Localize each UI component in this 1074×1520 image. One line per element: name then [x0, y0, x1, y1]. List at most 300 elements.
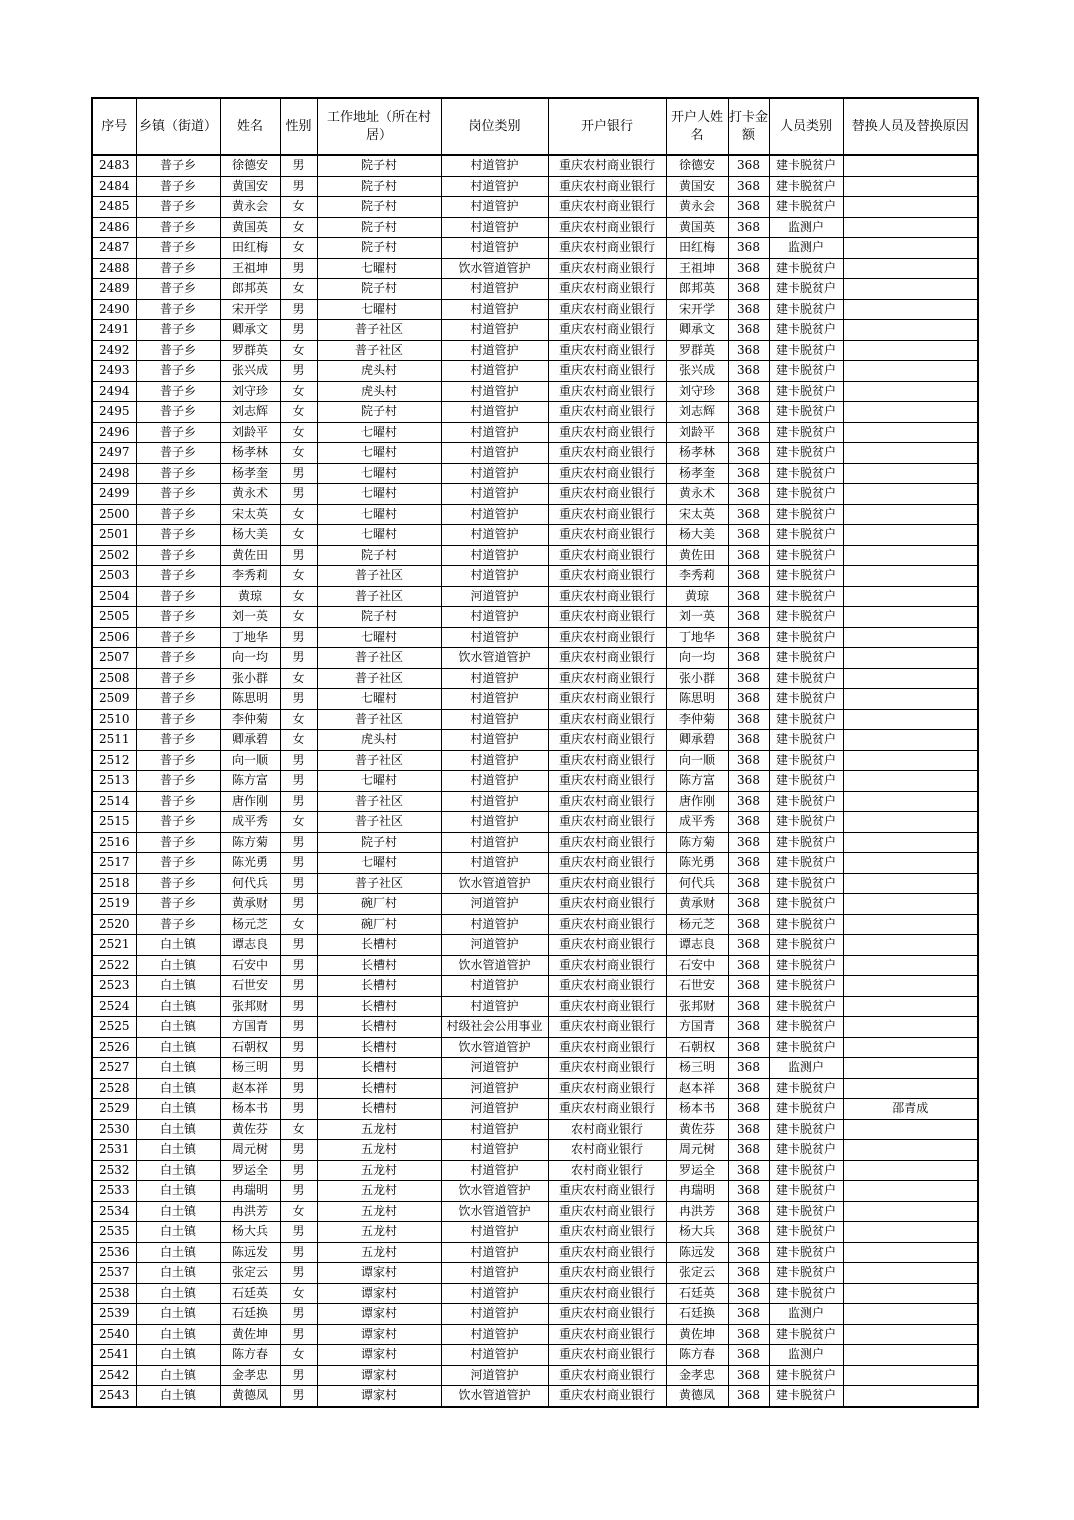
table-row: [92, 1037, 978, 1058]
name-cell: 刘一英: [220, 607, 280, 628]
gender-cell: 男: [280, 463, 317, 484]
index-cell: 2530: [92, 1119, 136, 1140]
job-type-cell: 村道管护: [441, 750, 548, 771]
person-type-cell: 监测户: [769, 238, 843, 259]
account-holder-cell: 徐德安: [666, 155, 728, 176]
address-cell: 七曜村: [317, 463, 441, 484]
name-cell: 刘志辉: [220, 402, 280, 423]
bank-cell: 重庆农村商业银行: [548, 238, 666, 259]
index-cell: 2497: [92, 443, 136, 464]
bank-cell: 重庆农村商业银行: [548, 709, 666, 730]
address-cell: 七曜村: [317, 504, 441, 525]
address-cell: 院子村: [317, 545, 441, 566]
bank-cell: 重庆农村商业银行: [548, 1222, 666, 1243]
amount-cell: 368: [728, 566, 769, 587]
replacement-cell: [843, 422, 978, 443]
index-cell: 2485: [92, 197, 136, 218]
name-cell: 张定云: [220, 1263, 280, 1284]
job-type-cell: 村道管护: [441, 1324, 548, 1345]
table-row: [92, 894, 978, 915]
index-cell: 2486: [92, 217, 136, 238]
address-cell: 普子社区: [317, 750, 441, 771]
township-cell: 白土镇: [136, 1242, 220, 1263]
job-type-cell: 村道管护: [441, 504, 548, 525]
index-cell: 2511: [92, 730, 136, 751]
index-cell: 2508: [92, 668, 136, 689]
table-row: [92, 504, 978, 525]
replacement-cell: [843, 566, 978, 587]
index-cell: 2506: [92, 627, 136, 648]
job-type-cell: 饮水管道管护: [441, 873, 548, 894]
replacement-cell: [843, 1078, 978, 1099]
gender-cell: 男: [280, 1160, 317, 1181]
amount-cell: 368: [728, 320, 769, 341]
name-cell: 陈方菊: [220, 832, 280, 853]
job-type-cell: 村道管护: [441, 853, 548, 874]
bank-cell: 重庆农村商业银行: [548, 545, 666, 566]
person-type-cell: 建卡脱贫户: [769, 1017, 843, 1038]
replacement-cell: [843, 668, 978, 689]
bank-cell: 重庆农村商业银行: [548, 279, 666, 300]
amount-cell: 368: [728, 1201, 769, 1222]
bank-cell: 重庆农村商业银行: [548, 955, 666, 976]
table-row: [92, 750, 978, 771]
replacement-cell: [843, 279, 978, 300]
table-row: [92, 914, 978, 935]
col-header-job-type: 岗位类别: [441, 98, 548, 155]
table-row: [92, 627, 978, 648]
account-holder-cell: 卿承碧: [666, 730, 728, 751]
table-row: [92, 586, 978, 607]
gender-cell: 男: [280, 1365, 317, 1386]
person-type-cell: 建卡脱贫户: [769, 258, 843, 279]
address-cell: 谭家村: [317, 1386, 441, 1407]
table-row: [92, 258, 978, 279]
bank-cell: 重庆农村商业银行: [548, 1242, 666, 1263]
amount-cell: 368: [728, 463, 769, 484]
name-cell: 成平秀: [220, 812, 280, 833]
person-type-cell: 建卡脱贫户: [769, 1078, 843, 1099]
address-cell: 五龙村: [317, 1222, 441, 1243]
person-type-cell: 建卡脱贫户: [769, 1263, 843, 1284]
index-cell: 2490: [92, 299, 136, 320]
table-row: [92, 1140, 978, 1161]
account-holder-cell: 宋太英: [666, 504, 728, 525]
account-holder-cell: 张小群: [666, 668, 728, 689]
table-row: [92, 299, 978, 320]
township-cell: 白土镇: [136, 955, 220, 976]
name-cell: 刘守珍: [220, 381, 280, 402]
name-cell: 向一均: [220, 648, 280, 669]
account-holder-cell: 罗运全: [666, 1160, 728, 1181]
name-cell: 黄琼: [220, 586, 280, 607]
index-cell: 2500: [92, 504, 136, 525]
township-cell: 普子乡: [136, 566, 220, 587]
account-holder-cell: 周元树: [666, 1140, 728, 1161]
index-cell: 2529: [92, 1099, 136, 1120]
address-cell: 七曜村: [317, 627, 441, 648]
address-cell: 长槽村: [317, 976, 441, 997]
job-type-cell: 村道管护: [441, 1263, 548, 1284]
amount-cell: 368: [728, 176, 769, 197]
gender-cell: 男: [280, 1017, 317, 1038]
address-cell: 碗厂村: [317, 894, 441, 915]
amount-cell: 368: [728, 402, 769, 423]
job-type-cell: 饮水管道管护: [441, 955, 548, 976]
index-cell: 2520: [92, 914, 136, 935]
index-cell: 2540: [92, 1324, 136, 1345]
job-type-cell: 村道管护: [441, 730, 548, 751]
gender-cell: 男: [280, 771, 317, 792]
bank-cell: 重庆农村商业银行: [548, 730, 666, 751]
job-type-cell: 村道管护: [441, 668, 548, 689]
job-type-cell: 村道管护: [441, 914, 548, 935]
gender-cell: 男: [280, 176, 317, 197]
job-type-cell: 村道管护: [441, 422, 548, 443]
bank-cell: 重庆农村商业银行: [548, 361, 666, 382]
gender-cell: 男: [280, 648, 317, 669]
township-cell: 白土镇: [136, 1140, 220, 1161]
table-header-row: [92, 98, 978, 155]
amount-cell: 368: [728, 853, 769, 874]
replacement-cell: [843, 361, 978, 382]
name-cell: 黄永术: [220, 484, 280, 505]
amount-cell: 368: [728, 1222, 769, 1243]
index-cell: 2543: [92, 1386, 136, 1407]
gender-cell: 女: [280, 238, 317, 259]
job-type-cell: 村道管护: [441, 689, 548, 710]
address-cell: 七曜村: [317, 853, 441, 874]
replacement-cell: [843, 1263, 978, 1284]
amount-cell: 368: [728, 1283, 769, 1304]
name-cell: 罗运全: [220, 1160, 280, 1181]
bank-cell: 重庆农村商业银行: [548, 832, 666, 853]
replacement-cell: [843, 935, 978, 956]
amount-cell: 368: [728, 1037, 769, 1058]
account-holder-cell: 陈光勇: [666, 853, 728, 874]
table-row: [92, 976, 978, 997]
address-cell: 普子社区: [317, 340, 441, 361]
person-type-cell: 建卡脱贫户: [769, 155, 843, 176]
replacement-cell: [843, 791, 978, 812]
gender-cell: 男: [280, 832, 317, 853]
account-holder-cell: 黄国英: [666, 217, 728, 238]
index-cell: 2489: [92, 279, 136, 300]
job-type-cell: 村道管护: [441, 607, 548, 628]
table-row: [92, 176, 978, 197]
table-row: [92, 709, 978, 730]
person-type-cell: 建卡脱贫户: [769, 545, 843, 566]
job-type-cell: 村道管护: [441, 340, 548, 361]
account-holder-cell: 卿承文: [666, 320, 728, 341]
account-holder-cell: 李仲菊: [666, 709, 728, 730]
bank-cell: 重庆农村商业银行: [548, 1017, 666, 1038]
name-cell: 陈方春: [220, 1345, 280, 1366]
index-cell: 2491: [92, 320, 136, 341]
replacement-cell: [843, 1304, 978, 1325]
account-holder-cell: 石朝权: [666, 1037, 728, 1058]
gender-cell: 男: [280, 1263, 317, 1284]
bank-cell: 重庆农村商业银行: [548, 484, 666, 505]
township-cell: 普子乡: [136, 853, 220, 874]
amount-cell: 368: [728, 668, 769, 689]
person-type-cell: 建卡脱贫户: [769, 1283, 843, 1304]
person-type-cell: 建卡脱贫户: [769, 730, 843, 751]
address-cell: 长槽村: [317, 996, 441, 1017]
gender-cell: 女: [280, 504, 317, 525]
person-type-cell: 监测户: [769, 1304, 843, 1325]
amount-cell: 368: [728, 1242, 769, 1263]
job-type-cell: 村道管护: [441, 976, 548, 997]
gender-cell: 男: [280, 689, 317, 710]
job-type-cell: 河道管护: [441, 894, 548, 915]
gender-cell: 女: [280, 566, 317, 587]
gender-cell: 男: [280, 258, 317, 279]
replacement-cell: [843, 1386, 978, 1407]
gender-cell: 女: [280, 607, 317, 628]
bank-cell: 重庆农村商业银行: [548, 381, 666, 402]
replacement-cell: [843, 853, 978, 874]
job-type-cell: 村道管护: [441, 217, 548, 238]
account-holder-cell: 丁地华: [666, 627, 728, 648]
replacement-cell: [843, 1345, 978, 1366]
amount-cell: 368: [728, 545, 769, 566]
gender-cell: 男: [280, 1037, 317, 1058]
name-cell: 黄永会: [220, 197, 280, 218]
account-holder-cell: 向一均: [666, 648, 728, 669]
address-cell: 五龙村: [317, 1119, 441, 1140]
township-cell: 普子乡: [136, 299, 220, 320]
amount-cell: 368: [728, 1017, 769, 1038]
job-type-cell: 村道管护: [441, 1345, 548, 1366]
person-type-cell: 建卡脱贫户: [769, 1222, 843, 1243]
col-header-name: 姓名: [220, 98, 280, 155]
person-type-cell: 建卡脱贫户: [769, 197, 843, 218]
bank-cell: 农村商业银行: [548, 1160, 666, 1181]
table-row: [92, 525, 978, 546]
township-cell: 白土镇: [136, 1345, 220, 1366]
bank-cell: 重庆农村商业银行: [548, 1099, 666, 1120]
township-cell: 普子乡: [136, 443, 220, 464]
job-type-cell: 村道管护: [441, 197, 548, 218]
account-holder-cell: 刘志辉: [666, 402, 728, 423]
account-holder-cell: 赵本祥: [666, 1078, 728, 1099]
address-cell: 普子社区: [317, 320, 441, 341]
index-cell: 2518: [92, 873, 136, 894]
township-cell: 白土镇: [136, 996, 220, 1017]
table-body: [92, 155, 978, 1407]
person-type-cell: 建卡脱贫户: [769, 1119, 843, 1140]
job-type-cell: 村道管护: [441, 996, 548, 1017]
table-row: [92, 935, 978, 956]
bank-cell: 重庆农村商业银行: [548, 1283, 666, 1304]
gender-cell: 女: [280, 525, 317, 546]
name-cell: 石朝权: [220, 1037, 280, 1058]
index-cell: 2535: [92, 1222, 136, 1243]
account-holder-cell: 张兴成: [666, 361, 728, 382]
amount-cell: 368: [728, 1304, 769, 1325]
name-cell: 刘龄平: [220, 422, 280, 443]
address-cell: 普子社区: [317, 812, 441, 833]
index-cell: 2521: [92, 935, 136, 956]
bank-cell: 重庆农村商业银行: [548, 463, 666, 484]
gender-cell: 男: [280, 1140, 317, 1161]
account-holder-cell: 黄永会: [666, 197, 728, 218]
address-cell: 虎头村: [317, 730, 441, 751]
person-type-cell: 建卡脱贫户: [769, 935, 843, 956]
amount-cell: 368: [728, 750, 769, 771]
township-cell: 普子乡: [136, 586, 220, 607]
table-row: [92, 996, 978, 1017]
address-cell: 普子社区: [317, 648, 441, 669]
replacement-cell: [843, 443, 978, 464]
replacement-cell: [843, 402, 978, 423]
bank-cell: 重庆农村商业银行: [548, 627, 666, 648]
amount-cell: 368: [728, 258, 769, 279]
address-cell: 院子村: [317, 279, 441, 300]
township-cell: 白土镇: [136, 1365, 220, 1386]
address-cell: 院子村: [317, 402, 441, 423]
bank-cell: 重庆农村商业银行: [548, 586, 666, 607]
replacement-cell: [843, 812, 978, 833]
address-cell: 谭家村: [317, 1304, 441, 1325]
address-cell: 院子村: [317, 238, 441, 259]
township-cell: 普子乡: [136, 320, 220, 341]
gender-cell: 男: [280, 935, 317, 956]
township-cell: 白土镇: [136, 1283, 220, 1304]
gender-cell: 女: [280, 217, 317, 238]
account-holder-cell: 石廷换: [666, 1304, 728, 1325]
replacement-cell: [843, 1119, 978, 1140]
gender-cell: 女: [280, 443, 317, 464]
amount-cell: 368: [728, 873, 769, 894]
address-cell: 院子村: [317, 217, 441, 238]
name-cell: 石廷英: [220, 1283, 280, 1304]
account-holder-cell: 向一顺: [666, 750, 728, 771]
amount-cell: 368: [728, 812, 769, 833]
bank-cell: 重庆农村商业银行: [548, 402, 666, 423]
table-row: [92, 730, 978, 751]
person-type-cell: 建卡脱贫户: [769, 812, 843, 833]
account-holder-cell: 杨孝林: [666, 443, 728, 464]
col-header-township: 乡镇（街道）: [136, 98, 220, 155]
index-cell: 2533: [92, 1181, 136, 1202]
person-type-cell: 建卡脱贫户: [769, 1324, 843, 1345]
table-row: [92, 1304, 978, 1325]
bank-cell: 重庆农村商业银行: [548, 750, 666, 771]
address-cell: 七曜村: [317, 443, 441, 464]
township-cell: 普子乡: [136, 914, 220, 935]
replacement-cell: [843, 299, 978, 320]
name-cell: 杨孝奎: [220, 463, 280, 484]
address-cell: 五龙村: [317, 1160, 441, 1181]
account-holder-cell: 黄佐田: [666, 545, 728, 566]
index-cell: 2542: [92, 1365, 136, 1386]
name-cell: 陈方富: [220, 771, 280, 792]
gender-cell: 男: [280, 1304, 317, 1325]
replacement-cell: [843, 955, 978, 976]
amount-cell: 368: [728, 1078, 769, 1099]
address-cell: 七曜村: [317, 484, 441, 505]
job-type-cell: 河道管护: [441, 935, 548, 956]
replacement-cell: [843, 1140, 978, 1161]
township-cell: 白土镇: [136, 1263, 220, 1284]
township-cell: 白土镇: [136, 1099, 220, 1120]
job-type-cell: 村道管护: [441, 771, 548, 792]
township-cell: 白土镇: [136, 1201, 220, 1222]
gender-cell: 女: [280, 709, 317, 730]
amount-cell: 368: [728, 1140, 769, 1161]
person-type-cell: 建卡脱贫户: [769, 689, 843, 710]
person-type-cell: 建卡脱贫户: [769, 750, 843, 771]
gender-cell: 女: [280, 1201, 317, 1222]
gender-cell: 女: [280, 1283, 317, 1304]
person-type-cell: 建卡脱贫户: [769, 340, 843, 361]
township-cell: 白土镇: [136, 935, 220, 956]
person-type-cell: 建卡脱贫户: [769, 1242, 843, 1263]
address-cell: 院子村: [317, 832, 441, 853]
address-cell: 院子村: [317, 197, 441, 218]
replacement-cell: [843, 627, 978, 648]
index-cell: 2527: [92, 1058, 136, 1079]
township-cell: 普子乡: [136, 361, 220, 382]
bank-cell: 重庆农村商业银行: [548, 1058, 666, 1079]
name-cell: 田红梅: [220, 238, 280, 259]
table-row: [92, 381, 978, 402]
gender-cell: 女: [280, 812, 317, 833]
replacement-cell: [843, 914, 978, 935]
amount-cell: 368: [728, 1160, 769, 1181]
bank-cell: 重庆农村商业银行: [548, 894, 666, 915]
replacement-cell: [843, 1365, 978, 1386]
table-row: [92, 217, 978, 238]
township-cell: 白土镇: [136, 1017, 220, 1038]
index-cell: 2536: [92, 1242, 136, 1263]
gender-cell: 男: [280, 1099, 317, 1120]
index-cell: 2504: [92, 586, 136, 607]
job-type-cell: 村道管护: [441, 1160, 548, 1181]
name-cell: 冉瑞明: [220, 1181, 280, 1202]
account-holder-cell: 郎邦英: [666, 279, 728, 300]
amount-cell: 368: [728, 996, 769, 1017]
amount-cell: 368: [728, 709, 769, 730]
amount-cell: 368: [728, 279, 769, 300]
gender-cell: 男: [280, 1242, 317, 1263]
account-holder-cell: 黄佐坤: [666, 1324, 728, 1345]
person-type-cell: 建卡脱贫户: [769, 791, 843, 812]
job-type-cell: 村道管护: [441, 1304, 548, 1325]
replacement-cell: [843, 1181, 978, 1202]
index-cell: 2495: [92, 402, 136, 423]
township-cell: 白土镇: [136, 1119, 220, 1140]
name-cell: 杨元芝: [220, 914, 280, 935]
gender-cell: 女: [280, 402, 317, 423]
name-cell: 卿承文: [220, 320, 280, 341]
table-row: [92, 832, 978, 853]
account-holder-cell: 杨本书: [666, 1099, 728, 1120]
township-cell: 普子乡: [136, 402, 220, 423]
gender-cell: 女: [280, 586, 317, 607]
person-type-cell: 建卡脱贫户: [769, 873, 843, 894]
gender-cell: 男: [280, 320, 317, 341]
bank-cell: 重庆农村商业银行: [548, 689, 666, 710]
bank-cell: 农村商业银行: [548, 1119, 666, 1140]
replacement-cell: [843, 771, 978, 792]
address-cell: 谭家村: [317, 1345, 441, 1366]
address-cell: 谭家村: [317, 1365, 441, 1386]
job-type-cell: 村道管护: [441, 463, 548, 484]
bank-cell: 重庆农村商业银行: [548, 1304, 666, 1325]
